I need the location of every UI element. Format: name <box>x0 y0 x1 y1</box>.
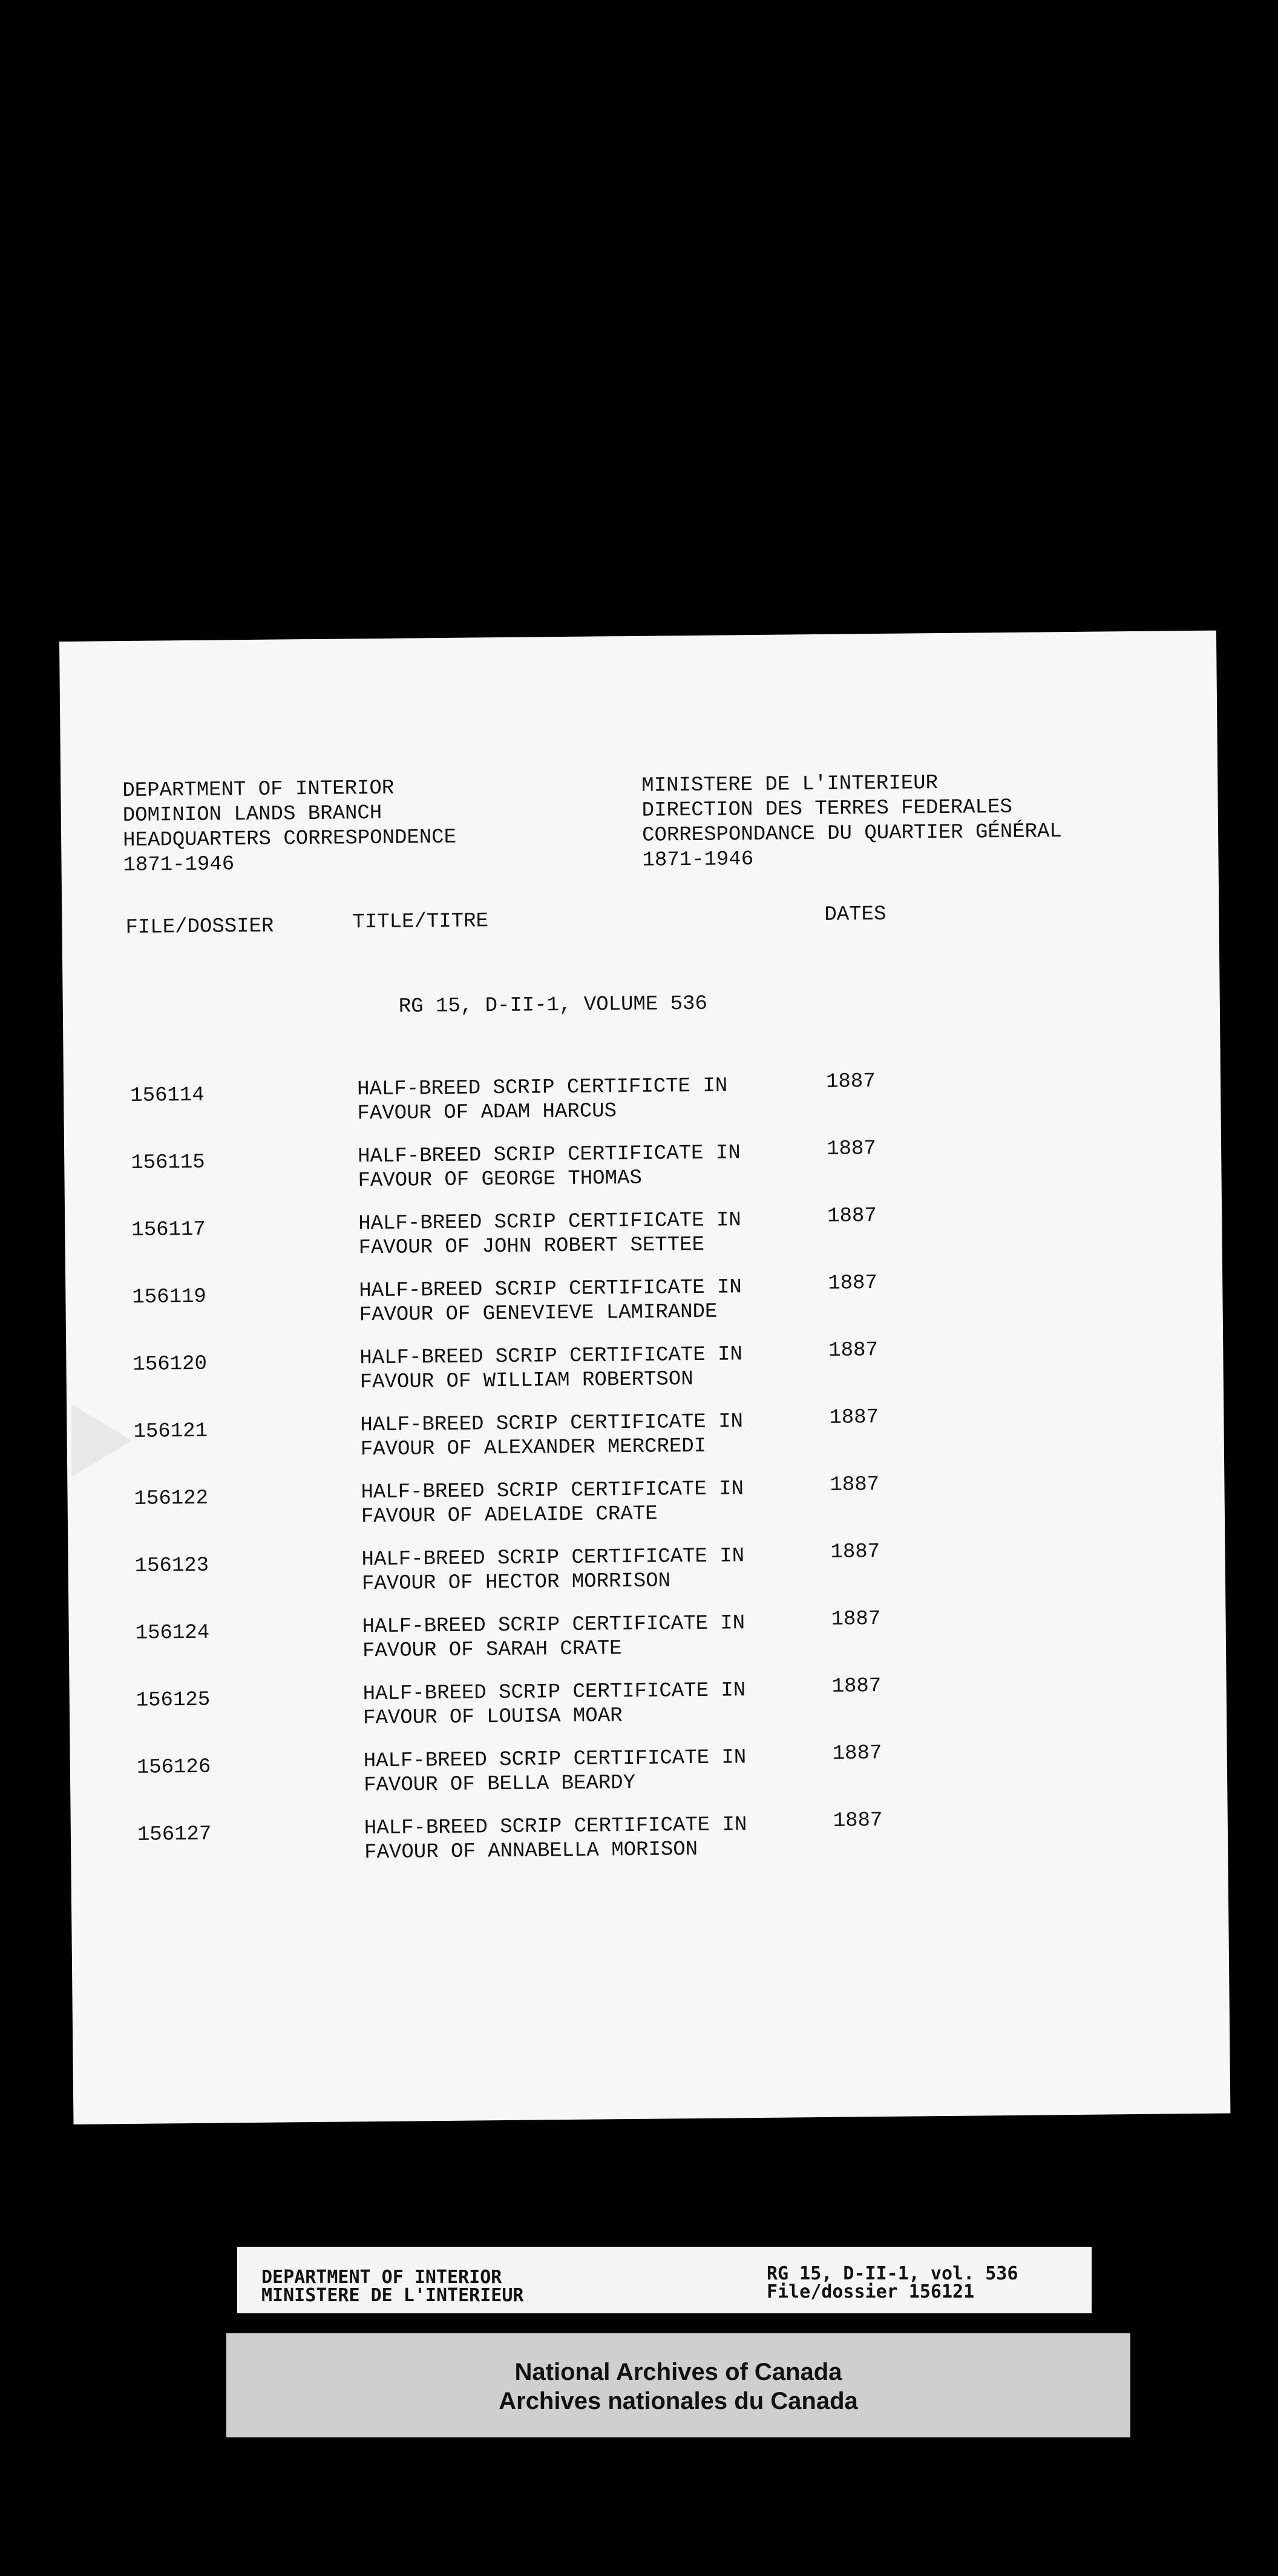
entry-date: 1887 <box>831 1675 882 1698</box>
list-item <box>137 1742 1166 1819</box>
entry-date: 1887 <box>829 1406 879 1430</box>
archives-name-french: Archives nationales du Canada <box>499 2388 858 2414</box>
list-item <box>131 1204 1161 1281</box>
entry-date: 1887 <box>833 1809 883 1833</box>
entry-title-line: HALF-BREED SCRIP CERTIFICATE IN <box>359 1343 743 1370</box>
entry-title <box>363 1677 860 1730</box>
entry-date: 1887 <box>830 1473 880 1497</box>
list-item <box>135 1608 1164 1684</box>
archives-banner <box>226 2333 1130 2437</box>
file-pointer-arrow-icon <box>71 1404 132 1477</box>
label-line: MINISTERE DE L'INTERIEUR <box>261 2285 524 2306</box>
entry-date: 1887 <box>831 1608 881 1631</box>
entry-date: 1887 <box>832 1742 882 1766</box>
entry-date: 1887 <box>826 1137 876 1161</box>
header-right-line: DIRECTION DES TERRES FEDERALES <box>641 795 1012 823</box>
file-number: 156119 <box>132 1285 207 1309</box>
entry-title <box>357 1073 854 1126</box>
list-item <box>137 1809 1167 1886</box>
label-reference <box>767 2265 1018 2301</box>
entry-title <box>358 1207 855 1260</box>
entry-title-line: FAVOUR OF ALEXANDER MERCREDI <box>360 1434 707 1462</box>
entry-title-line: HALF-BREED SCRIP CERTIFICATE IN <box>364 1813 747 1841</box>
list-item <box>133 1339 1162 1416</box>
entry-title-line: HALF-BREED SCRIP CERTIFICATE IN <box>362 1612 746 1639</box>
entry-title-line: FAVOUR OF ANNABELLA MORISON <box>364 1838 698 1865</box>
entry-title-line: HALF-BREED SCRIP CERTIFICATE IN <box>360 1410 744 1438</box>
file-number: 156121 <box>133 1419 208 1444</box>
header-right <box>641 770 1062 873</box>
list-item <box>130 1070 1159 1147</box>
archives-name-english: National Archives of Canada <box>514 2359 842 2385</box>
list-item <box>132 1272 1161 1349</box>
header-left-line: 1871-1946 <box>123 853 235 878</box>
label-line: RG 15, D-II-1, vol. 536 <box>767 2263 1018 2284</box>
entry-title <box>364 1812 861 1865</box>
header-right-line: 1871-1946 <box>642 848 754 872</box>
entry-title-line: HALF-BREED SCRIP CERTIFICATE IN <box>358 1209 741 1236</box>
file-number: 156124 <box>135 1621 210 1645</box>
entry-title <box>358 1140 854 1193</box>
file-number: 156125 <box>136 1688 211 1712</box>
entry-title-line: FAVOUR OF BELLA BEARDY <box>363 1771 636 1798</box>
entry-title <box>360 1408 857 1462</box>
file-number: 156115 <box>131 1151 205 1175</box>
list-item <box>131 1137 1160 1214</box>
entry-title-line: HALF-BREED SCRIP CERTIFICATE IN <box>363 1746 747 1773</box>
list-item <box>134 1540 1164 1617</box>
entry-date: 1887 <box>830 1540 880 1564</box>
header-right-line: MINISTERE DE L'INTERIEUR <box>641 772 939 798</box>
label-department <box>261 2269 523 2305</box>
file-number: 156126 <box>136 1755 211 1779</box>
entry-date: 1887 <box>828 1272 878 1295</box>
entry-date: 1887 <box>827 1204 877 1228</box>
entry-title-line: HALF-BREED SCRIP CERTIFICTE IN <box>356 1074 728 1102</box>
entry-date: 1887 <box>825 1070 876 1094</box>
header-right-line: CORRESPONDANCE DU QUARTIER GÉNÉRAL <box>641 820 1062 847</box>
entry-title-line: HALF-BREED SCRIP CERTIFICATE IN <box>361 1477 744 1505</box>
entry-title-line: FAVOUR OF ADELAIDE CRATE <box>361 1502 658 1529</box>
header-left-line: DEPARTMENT OF INTERIOR <box>122 777 395 803</box>
header-left-line: HEADQUARTERS CORRESPONDENCE <box>122 826 457 853</box>
file-number: 156120 <box>133 1352 208 1376</box>
entry-title-line: FAVOUR OF ADAM HARCUS <box>357 1100 617 1126</box>
header-left-line: DOMINION LANDS BRANCH <box>122 801 382 828</box>
file-number: 156122 <box>134 1487 209 1511</box>
entry-title <box>359 1341 856 1395</box>
label-line: File/dossier 156121 <box>767 2281 975 2302</box>
entry-date: 1887 <box>828 1339 879 1362</box>
header-left <box>122 776 456 878</box>
column-header-file: FILE/DOSSIER <box>125 915 274 939</box>
entry-title-line: FAVOUR OF LOUISA MOAR <box>362 1704 623 1730</box>
column-header-title: TITLE/TITRE <box>352 910 489 935</box>
entry-title-line: FAVOUR OF GENEVIEVE LAMIRANDE <box>359 1300 718 1327</box>
list-item <box>133 1406 1162 1483</box>
entry-title-line: FAVOUR OF GEORGE THOMAS <box>358 1166 643 1193</box>
file-number: 156114 <box>130 1083 205 1108</box>
entry-title-line: HALF-BREED SCRIP CERTIFICATE IN <box>359 1276 742 1303</box>
entry-title-line: FAVOUR OF WILLIAM ROBERTSON <box>359 1368 693 1395</box>
entry-title-line: FAVOUR OF HECTOR MORRISON <box>361 1569 671 1596</box>
entry-title-line: FAVOUR OF SARAH CRATE <box>362 1637 622 1663</box>
volume-reference: RG 15, D-II-1, VOLUME 536 <box>398 992 708 1019</box>
file-number: 156117 <box>131 1218 206 1242</box>
entry-title <box>364 1744 860 1798</box>
list-item <box>136 1675 1165 1752</box>
entry-title-line: HALF-BREED SCRIP CERTIFICATE IN <box>362 1679 746 1706</box>
entry-title <box>362 1610 859 1663</box>
entry-list <box>130 1070 1167 1886</box>
microfilm-label <box>237 2247 1092 2313</box>
entry-title <box>359 1274 856 1327</box>
entry-title <box>361 1543 858 1596</box>
file-number: 156127 <box>137 1822 212 1847</box>
entry-title-line: HALF-BREED SCRIP CERTIFICATE IN <box>358 1142 741 1169</box>
column-header-dates: DATES <box>824 902 886 927</box>
finding-aid-page <box>59 631 1230 2124</box>
entry-title-line: FAVOUR OF JOHN ROBERT SETTEE <box>358 1233 705 1260</box>
file-number: 156123 <box>134 1554 209 1578</box>
label-line: DEPARTMENT OF INTERIOR <box>261 2267 502 2288</box>
entry-title <box>361 1476 857 1529</box>
entry-title-line: HALF-BREED SCRIP CERTIFICATE IN <box>361 1545 745 1572</box>
list-item <box>134 1473 1163 1550</box>
